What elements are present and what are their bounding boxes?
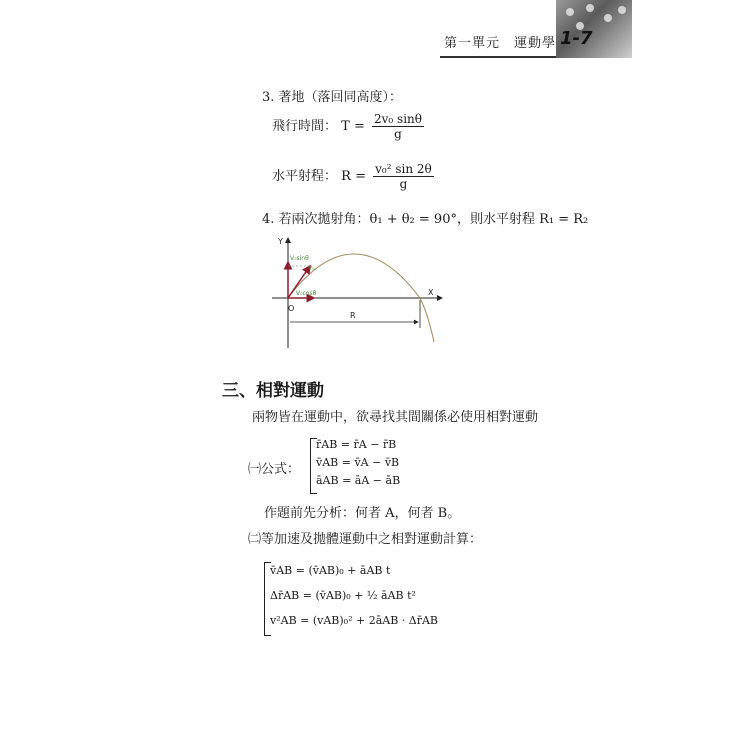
vy-label: V₀sinθ (290, 255, 309, 262)
flight-time-equation (272, 112, 427, 141)
analysis-note: 作題前先分析：何者 A，何者 B。 (264, 506, 461, 521)
range-label: 水平射程： (272, 169, 338, 184)
range-dimension-label: R (350, 311, 356, 320)
formula-item: āAB = āA − āB (316, 474, 401, 487)
v0-label: V₀ (308, 265, 315, 272)
motion-eq-item: Δr̄AB = (v̄AB)₀ + ½ āAB t² (270, 589, 416, 602)
landing-title: 3. 著地（落回同高度）： (262, 90, 403, 105)
section-intro: 兩物皆在運動中，欲尋找其間關係必使用相對運動 (252, 410, 539, 425)
page-number: 1-7 (560, 28, 593, 49)
projectile-diagram (262, 232, 462, 350)
formula-label: ㈠公式： (248, 462, 301, 477)
chapter-title: 第一單元 運動學 (444, 36, 557, 51)
flight-time-numerator: 2v₀ sinθ (374, 112, 422, 126)
subsection-title: ㈡等加速及拋體運動中之相對運動計算： (248, 532, 483, 547)
formula-item: v̄AB = v̄A − v̄B (316, 456, 400, 469)
range-equation (272, 162, 437, 191)
flight-time-label: 飛行時間： (272, 119, 338, 134)
range-lhs: R = (341, 169, 366, 184)
range-denominator: g (399, 177, 408, 191)
motion-eq-item: v̄AB = (v̄AB)₀ + āAB t (270, 564, 391, 577)
origin-label: O (288, 304, 295, 313)
flight-time-lhs: T = (341, 119, 365, 134)
vx-label: V₀cosθ (296, 290, 317, 297)
range-numerator: v₀² sin 2θ (375, 162, 432, 176)
x-axis-label: X (428, 288, 434, 297)
y-axis-label: Y (278, 237, 283, 246)
motion-eq-list (270, 564, 438, 632)
motion-eq-item: v²AB = (vAB)₀² + 2āAB · Δr̄AB (270, 614, 439, 627)
formula-list (316, 438, 400, 492)
flight-time-denominator: g (394, 127, 402, 141)
item4-text: 4. 若兩次拋射角：θ₁ + θ₂ = 90°，則水平射程 R₁ = R₂ (262, 212, 589, 227)
formula-item: r̄AB = r̄A − r̄B (316, 438, 397, 451)
section-heading: 三、相對運動 (222, 381, 324, 401)
